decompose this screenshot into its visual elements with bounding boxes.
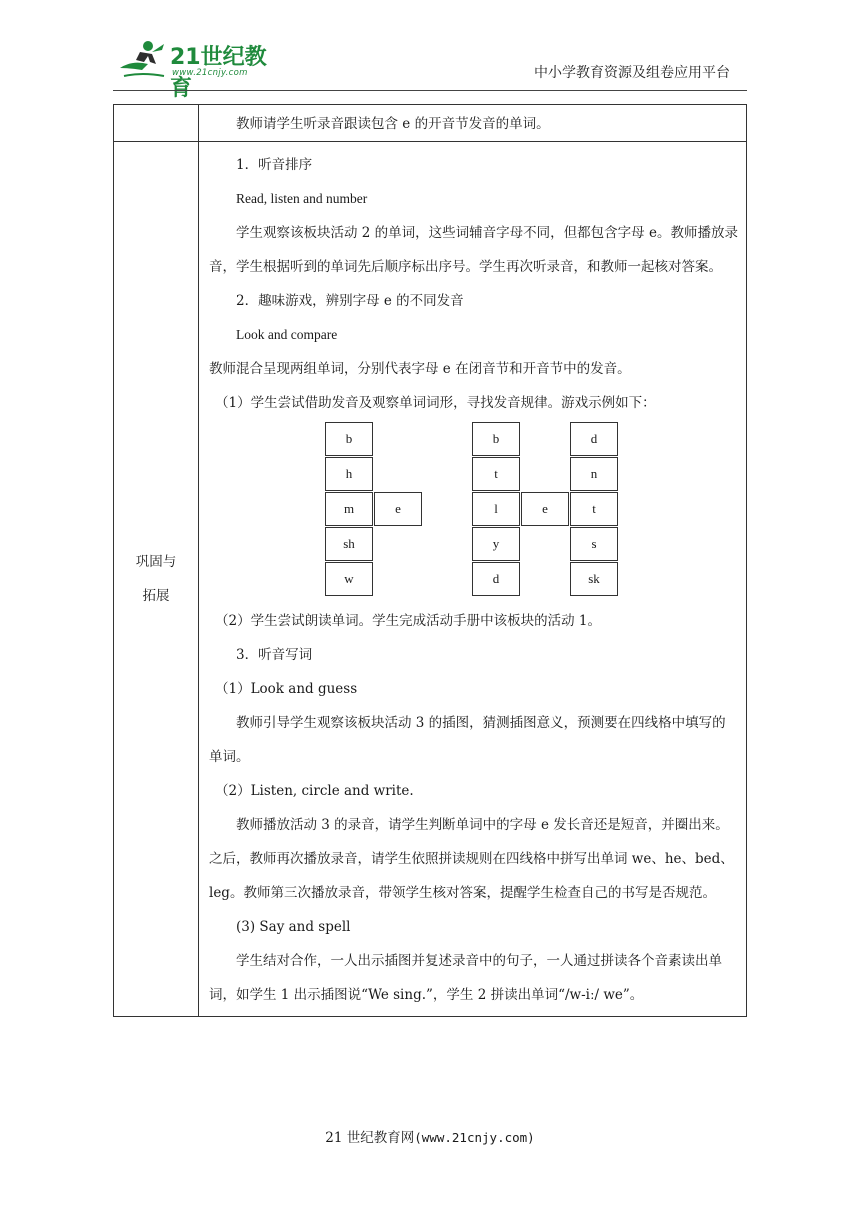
s3-sub3: (3) Say and spell — [236, 919, 351, 935]
grid2-left-cell: d — [472, 562, 520, 596]
grid2-right-cell: n — [570, 457, 618, 491]
grid1-cell: w — [325, 562, 373, 596]
s3-sub1: （1）Look and guess — [215, 681, 358, 697]
s3-title: 3．听音写词 — [236, 647, 313, 663]
footer-site: 21 世纪教育网 — [325, 1130, 415, 1146]
grid2-right-cell: t — [570, 492, 618, 526]
s2-title: 2．趣味游戏，辨别字母 e 的不同发音 — [236, 293, 464, 309]
content-cell — [199, 142, 747, 1017]
footer-url[interactable]: (www.21cnjy.com) — [414, 1130, 535, 1145]
header-divider — [113, 90, 747, 91]
s3-paragraph-1: 教师引导学生观察该板块活动 3 的插图，猜测插图意义，预测要在四线格中填写的单词。 — [209, 715, 726, 765]
grid2-right-cell: s — [570, 527, 618, 561]
s2-paragraph-1: 教师混合呈现两组单词，分别代表字母 e 在闭音节和开音节中的发音。 — [209, 361, 631, 377]
table-row — [114, 105, 747, 142]
s1-en: Read, listen and number — [236, 191, 368, 206]
grid2-left-cell: y — [472, 527, 520, 561]
runner-logo-icon — [118, 38, 168, 80]
page-header — [0, 0, 860, 101]
section-label-cell — [114, 142, 199, 1017]
content-cell — [199, 105, 747, 142]
platform-title: 中小学教育资源及组卷应用平台 — [534, 65, 730, 81]
grid1-cell: m — [325, 492, 373, 526]
s2-paragraph-2: （1）学生尝试借助发音及观察单词词形，寻找发音规律。游戏示例如下： — [215, 395, 656, 411]
section-label-line1: 巩固与 — [135, 554, 177, 570]
grid1-cell: h — [325, 457, 373, 491]
grid2-left-cell: l — [472, 492, 520, 526]
grid1-vowel-cell: e — [374, 492, 422, 526]
s2-paragraph-3: （2）学生尝试朗读单词。学生完成活动手册中该板块的活动 1。 — [215, 613, 601, 629]
label-cell-empty — [114, 105, 199, 142]
grid1-cell: b — [325, 422, 373, 456]
lesson-table — [113, 104, 747, 1017]
section-label-line2: 拓展 — [142, 588, 170, 604]
site-logo[interactable] — [118, 36, 288, 101]
s1-paragraph: 学生观察该板块活动 2 的单词，这些词辅音字母不同，但都包含字母 e。教师播放录音，学生根据听到的单词先后顺序标出序号。学生再次听录音，和教师一起核对答案。 — [209, 225, 738, 275]
grid2-right-cell: sk — [570, 562, 618, 596]
s2-en: Look and compare — [236, 327, 338, 342]
grid2-vowel-cell: e — [521, 492, 569, 526]
grid2-right-cell: d — [570, 422, 618, 456]
grid2-left-cell: b — [472, 422, 520, 456]
s3-paragraph-2: 教师播放活动 3 的录音，请学生判断单词中的字母 e 发长音还是短音，并圈出来。之后，教师再次播放录音，请学生依照拼读规则在四线格中拼写出单词 we、he、bed、leg。教师第三次播放录音，带领学生核对答案，提醒学生检查自己的书写是否规范。 — [209, 817, 734, 901]
logo-url: www.21cnjy.com — [172, 68, 248, 78]
table-row — [114, 142, 747, 1017]
grid1-cell: sh — [325, 527, 373, 561]
grid2-left-cell: t — [472, 457, 520, 491]
s1-title: 1．听音排序 — [236, 157, 313, 173]
logo-text: 21世纪教育 — [170, 45, 267, 101]
s3-sub2: （2）Listen, circle and write. — [215, 783, 414, 799]
row1-text: 教师请学生听录音跟读包含 e 的开音节发音的单词。 — [236, 116, 550, 132]
letter-game-grids — [209, 422, 738, 604]
page-footer — [0, 1126, 860, 1146]
s3-paragraph-3: 学生结对合作，一人出示插图并复述录音中的句子，一人通过拼读各个音素读出单词，如学生 1 出示插图说“We sing.”，学生 2 拼读出单词“/w-iː/ we”。 — [209, 953, 722, 1003]
